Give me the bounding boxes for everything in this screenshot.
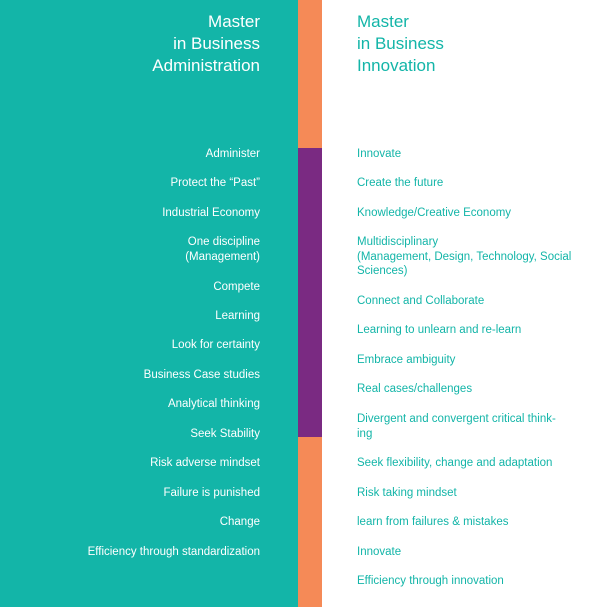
mbi-item: Learning to unlearn and re-learn (357, 324, 522, 336)
mbi-item: Embrace ambiguity (357, 354, 456, 366)
mba-item: Analytical thinking (167, 398, 260, 410)
mbi-item: Innovate (357, 148, 402, 160)
purple-divider-segment (298, 148, 322, 437)
mba-item: Look for certainty (171, 339, 260, 351)
mbi-item: Divergent and convergent critical think- ing (357, 413, 556, 440)
mba-item: Business Case studies (143, 369, 260, 381)
mba-item: Learning (215, 310, 260, 322)
mbi-item: Efficiency through innovation (357, 575, 504, 587)
mba-item: Industrial Economy (162, 207, 260, 219)
mbi-item: Seek flexibility, change and adaptation (357, 457, 553, 469)
mbi-item: Knowledge/Creative Economy (357, 207, 512, 219)
mbi-item: Connect and Collaborate (357, 295, 485, 307)
mba-item: One discipline (Management) (185, 236, 260, 263)
mbi-item: learn from failures & mistakes (357, 516, 509, 528)
mba-item: Change (219, 516, 260, 528)
mba-item: Failure is punished (163, 487, 260, 499)
mba-title: Master in Business Administration (152, 12, 260, 75)
mba-item: Compete (213, 281, 260, 293)
mbi-item: Create the future (357, 177, 444, 189)
mba-item: Seek Stability (190, 428, 260, 440)
mba-item: Protect the “Past” (170, 177, 260, 189)
mbi-item: Real cases/challenges (357, 383, 473, 395)
mbi-item: Risk taking mindset (357, 487, 457, 499)
mba-item: Administer (205, 148, 260, 160)
mba-item: Efficiency through standardization (87, 546, 260, 558)
mbi-title: Master in Business Innovation (357, 12, 444, 75)
mbi-item: Innovate (357, 546, 402, 558)
mba-item: Risk adverse mindset (150, 457, 260, 469)
mbi-item: Multidisciplinary (Management, Design, Technology, Social Sciences) (357, 236, 572, 277)
